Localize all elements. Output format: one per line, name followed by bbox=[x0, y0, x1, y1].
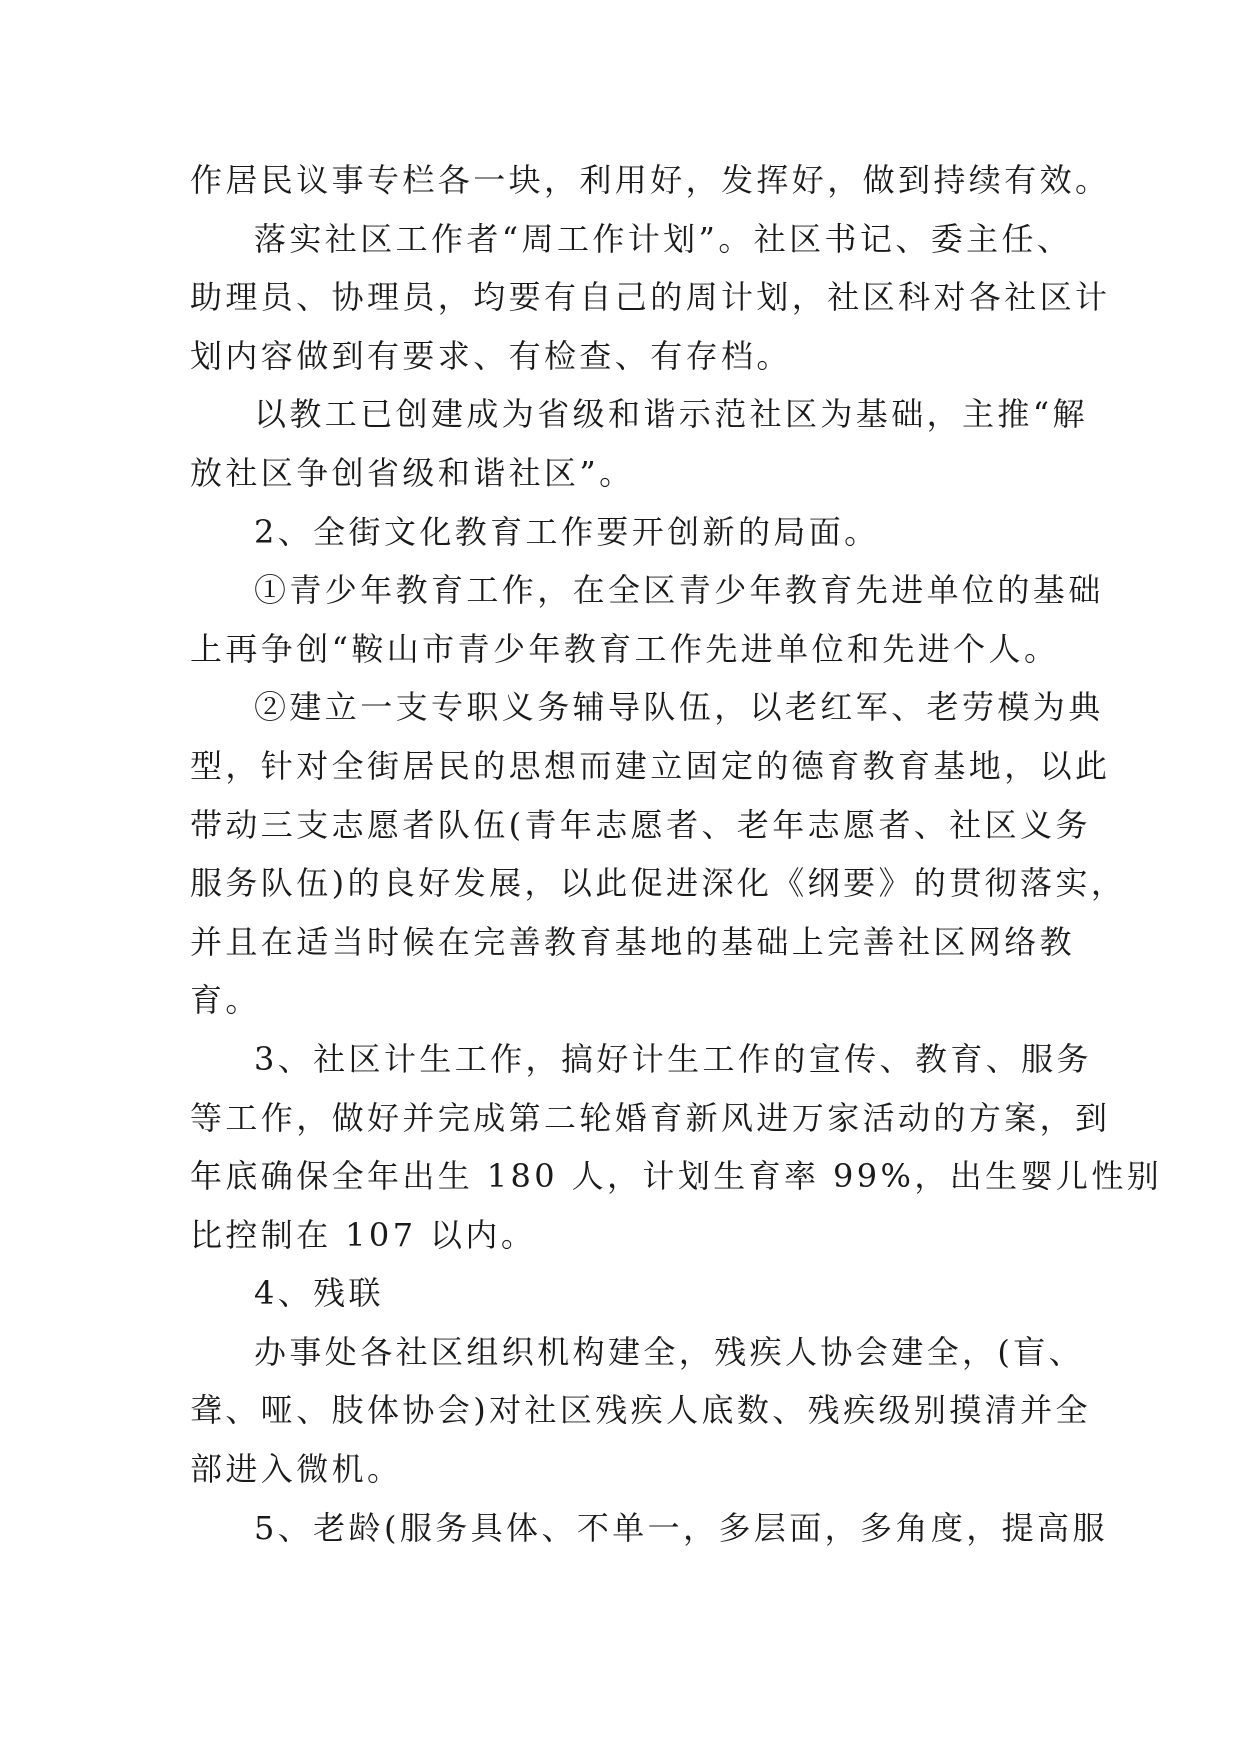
text-line: 年底确保全年出生 180 人，计划生育率 99%，出生婴儿性别 bbox=[190, 1157, 1163, 1196]
document-page bbox=[190, 151, 1163, 1557]
text-line: 助理员、协理员，均要有自己的周计划，社区科对各社区计 bbox=[190, 278, 1111, 317]
text-line: 2、全街文化教育工作要开创新的局面。 bbox=[254, 512, 880, 551]
text-line: 落实社区工作者“周工作计划”。社区书记、委主任、 bbox=[254, 219, 1073, 258]
text-line: 服务队伍)的良好发展，以此促进深化《纲要》的贯彻落实， bbox=[190, 864, 1127, 903]
text-line: 放社区争创省级和谐社区”。 bbox=[190, 453, 635, 492]
text-line: 并且在适当时候在完善教育基地的基础上完善社区网络教 bbox=[190, 922, 1076, 961]
text-line: 作居民议事专栏各一块，利用好，发挥好，做到持续有效。 bbox=[190, 161, 1111, 199]
text-line: 上再争创“鞍山市青少年教育工作先进单位和先进个人。 bbox=[190, 629, 1060, 668]
text-line: 等工作，做好并完成第二轮婚育新风进万家活动的方案，到 bbox=[190, 1098, 1111, 1137]
text-line: 4、残联 bbox=[254, 1274, 384, 1313]
text-line: ②建立一支专职义务辅导队伍，以老红军、老劳模为典 bbox=[254, 688, 1104, 727]
text-line: 育。 bbox=[190, 981, 261, 1020]
text-line: 3、社区计生工作，搞好计生工作的宣传、教育、服务 bbox=[254, 1039, 1092, 1078]
text-line: 聋、哑、肢体协会)对社区残疾人底数、残疾级别摸清并全 bbox=[190, 1391, 1091, 1430]
text-line: 型，针对全街居民的思想而建立固定的德育教育基地，以此 bbox=[190, 746, 1111, 785]
text-line: 以教工已创建成为省级和谐示范社区为基础，主推“解 bbox=[254, 395, 1088, 434]
text-line: ①青少年教育工作，在全区青少年教育先进单位的基础 bbox=[254, 571, 1104, 610]
text-line: 办事处各社区组织机构建全，残疾人协会建全，(盲、 bbox=[254, 1332, 1085, 1371]
text-line: 比控制在 107 以内。 bbox=[190, 1215, 537, 1254]
text-line: 部进入微机。 bbox=[190, 1450, 403, 1489]
text-line: 5、老龄(服务具体、不单一，多层面，多角度，提高服 bbox=[254, 1508, 1108, 1547]
text-line: 划内容做到有要求、有检查、有存档。 bbox=[190, 336, 792, 375]
text-line: 带动三支志愿者队伍(青年志愿者、老年志愿者、社区义务 bbox=[190, 805, 1091, 844]
